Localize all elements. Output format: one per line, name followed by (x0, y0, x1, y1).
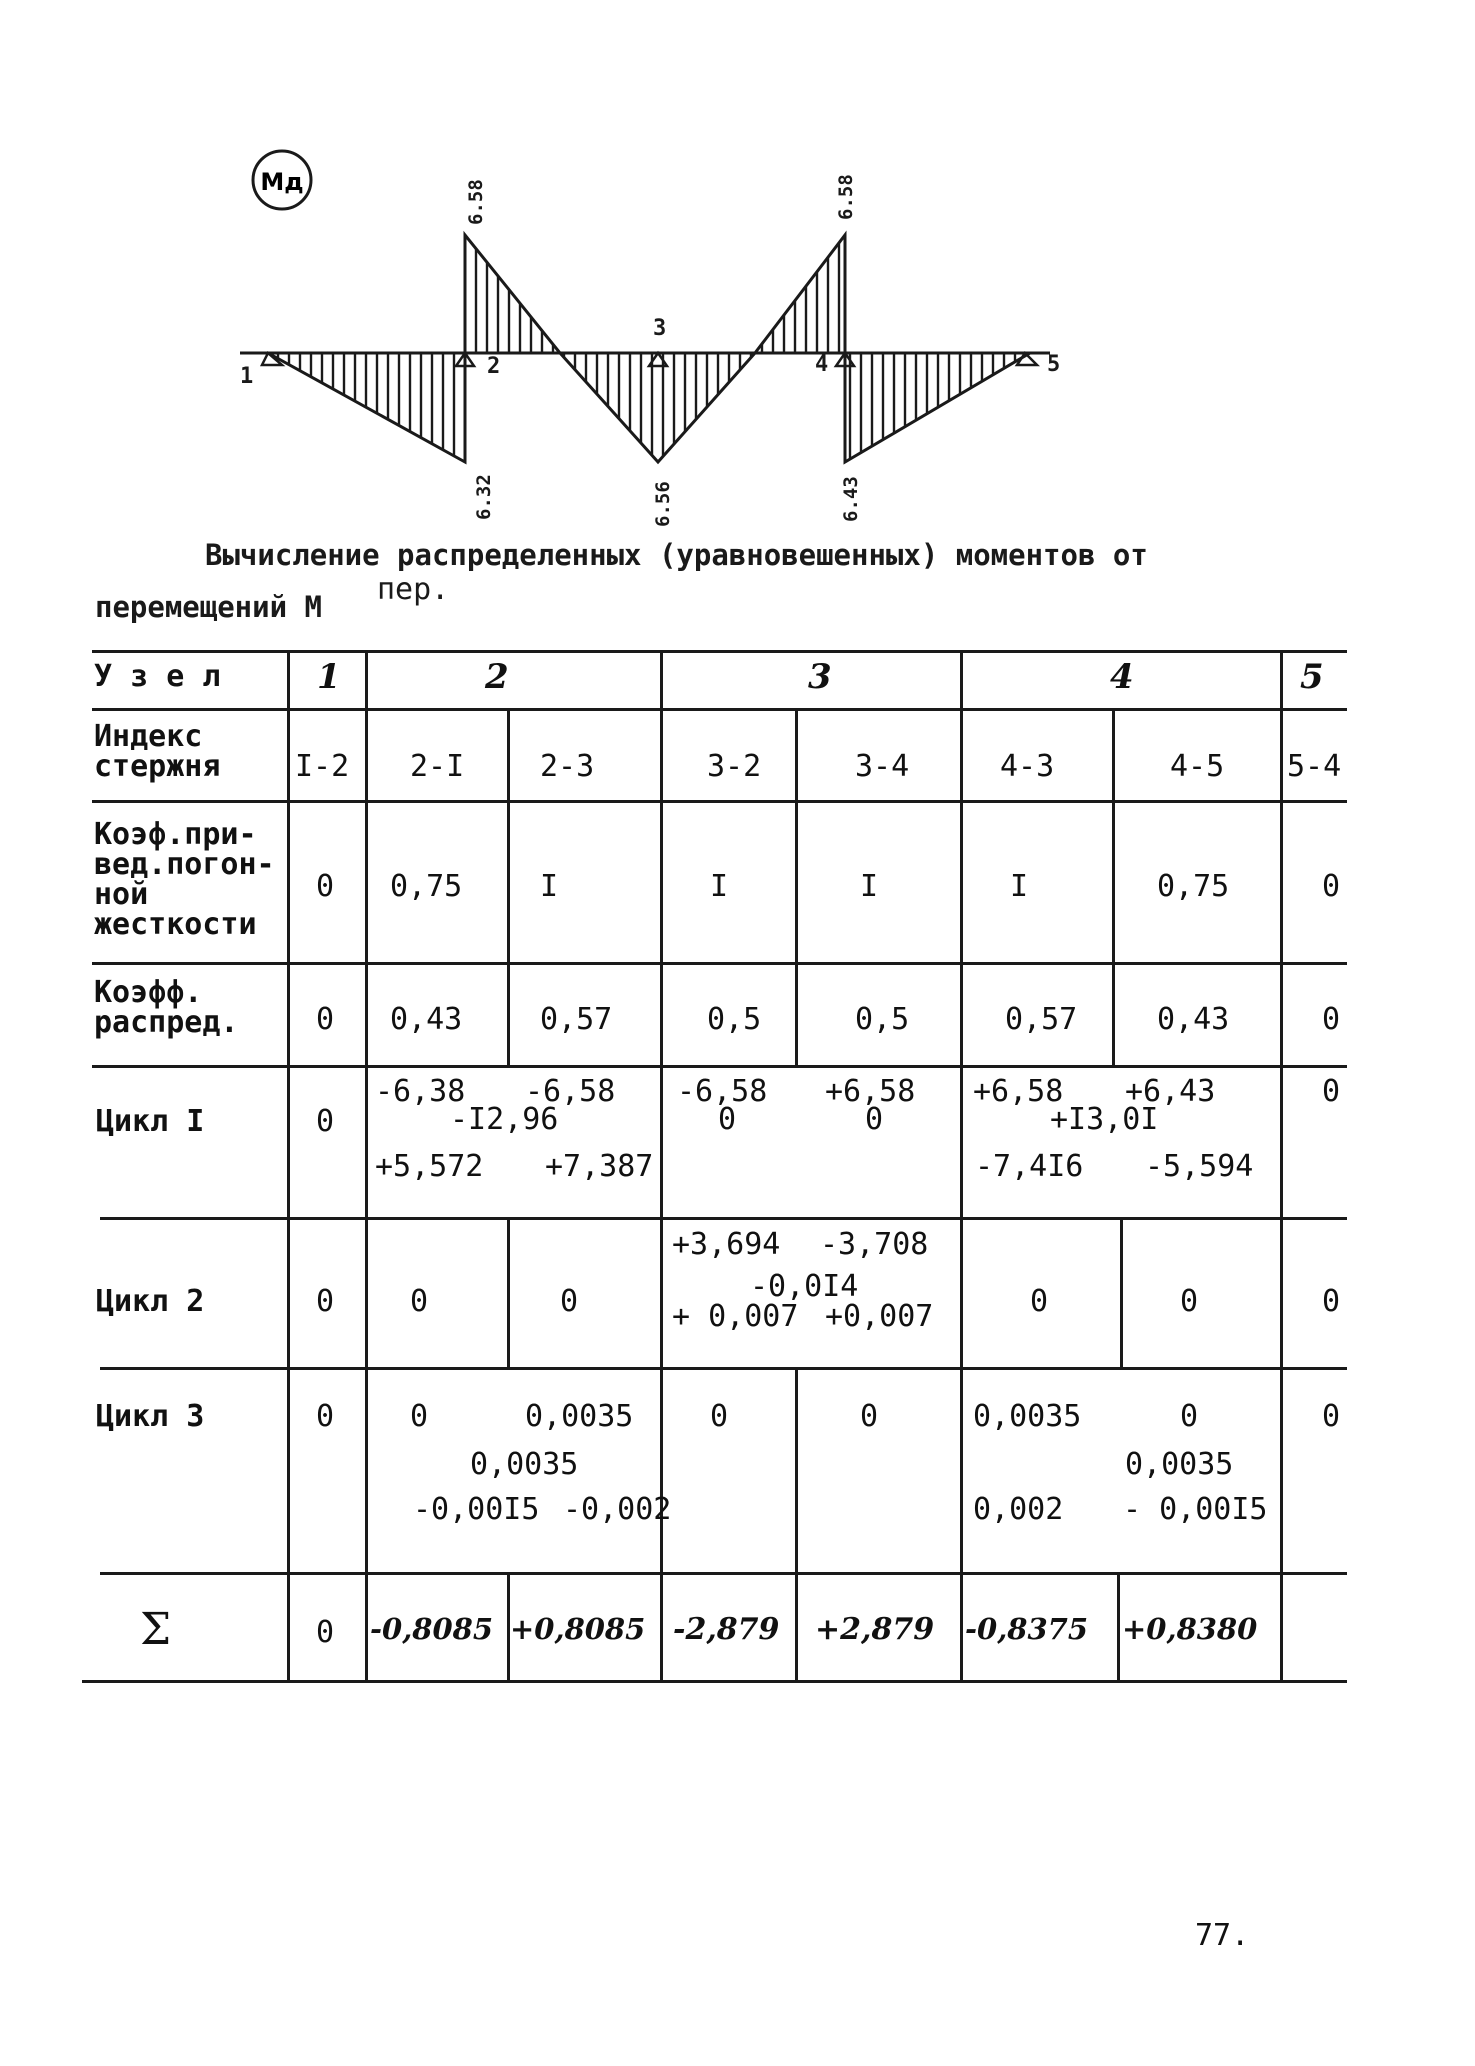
stiff-3-2: I (710, 869, 729, 904)
row-label-index-1: Индекс (94, 719, 203, 754)
cycle1-n2-d: +7,387 (545, 1149, 654, 1184)
value-top-2: 6.58 (465, 179, 487, 225)
cycle3-n4-b: 0 (1180, 1399, 1199, 1434)
index-2-3: 2-3 (540, 749, 595, 784)
cycle3-node5: 0 (1322, 1399, 1341, 1434)
row-label-index-2: стержня (94, 749, 221, 784)
row-label-cycle-2: Цикл 2 (96, 1284, 205, 1319)
distr-5-4: 0 (1322, 1002, 1341, 1037)
cycle2-n3-d: +0,007 (825, 1299, 934, 1334)
row-label-stiff-3: ной (94, 877, 149, 912)
sum-3-2: -2,879 (673, 1612, 780, 1647)
cycle2-2-1: 0 (410, 1284, 429, 1319)
cycle3-n4-sum: 0,0035 (1125, 1447, 1234, 1482)
value-bottom-2: 6.32 (473, 474, 495, 520)
row-label-stiff-4: жесткости (94, 907, 257, 942)
cycle3-n2-sum: 0,0035 (470, 1447, 579, 1482)
value-bottom-3: 6.56 (652, 481, 674, 527)
moment-diagram (0, 0, 1475, 560)
index-4-5: 4-5 (1170, 749, 1225, 784)
sum-4-3: -0,8375 (965, 1612, 1089, 1646)
moment-label: Mд (260, 168, 304, 196)
cycle1-n4-c: -7,4I6 (975, 1149, 1084, 1184)
node-5-label: 5 (1047, 352, 1061, 377)
cycle2-4-3: 0 (1030, 1284, 1049, 1319)
value-top-4: 6.58 (835, 174, 857, 220)
cycle3-n2-a: 0 (410, 1399, 429, 1434)
cycle1-n3-c: 0 (718, 1102, 737, 1137)
moment-label-circle (253, 151, 311, 209)
caption-subscript: пер. (377, 572, 450, 607)
row-label-cycle-1: Цикл I (96, 1104, 205, 1139)
cycle2-2-3: 0 (560, 1284, 579, 1319)
index-3-4: 3-4 (855, 749, 910, 784)
node-3-label: 3 (653, 316, 667, 341)
cycle1-n3-b: +6,58 (825, 1074, 916, 1109)
stiff-2-1: 0,75 (390, 869, 463, 904)
cycle3-n4-c: 0,002 (973, 1492, 1064, 1527)
row-label-sum: Σ (140, 1604, 172, 1655)
distr-4-5: 0,43 (1157, 1002, 1230, 1037)
caption-line-2: перемещений M (95, 590, 322, 624)
node-header-3: 3 (808, 657, 832, 697)
node-header-4: 4 (1110, 657, 1134, 697)
cycle1-n2-c: +5,572 (375, 1149, 484, 1184)
cycle1-n4-a: +6,58 (973, 1074, 1064, 1109)
distr-3-4: 0,5 (855, 1002, 910, 1037)
cycle2-node1: 0 (316, 1284, 335, 1319)
cycle1-n4-sum: +I3,0I (1050, 1102, 1159, 1137)
row-label-distr-1: Коэфф. (94, 975, 203, 1010)
cycle1-n2-b: -6,58 (525, 1074, 616, 1109)
cycle1-node1: 0 (316, 1104, 335, 1139)
distr-3-2: 0,5 (707, 1002, 762, 1037)
cycle3-n2-b: 0,0035 (525, 1399, 634, 1434)
cycle3-3-2: 0 (710, 1399, 729, 1434)
node-4-label: 4 (815, 352, 829, 377)
caption-line-1: Вычисление распределенных (уравновешенных) моментов от (205, 538, 1148, 572)
value-bottom-4: 6.43 (840, 476, 862, 522)
cycle2-n3-c: + 0,007 (672, 1299, 799, 1334)
moment-areas (268, 235, 1030, 462)
node-header-5: 5 (1300, 657, 1324, 697)
cycle1-n3-a: -6,58 (677, 1074, 768, 1109)
stiff-5-4: 0 (1322, 869, 1341, 904)
distr-1-2: 0 (316, 1002, 335, 1037)
node-1-label: 1 (240, 364, 254, 389)
row-label-stiff-2: вед.погон- (94, 847, 275, 882)
distr-2-1: 0,43 (390, 1002, 463, 1037)
cycle1-n4-d: -5,594 (1145, 1149, 1254, 1184)
cycle2-n3-b: -3,708 (820, 1227, 929, 1262)
index-2-1: 2-I (410, 749, 465, 784)
stiff-1-2: 0 (316, 869, 335, 904)
cycle1-n2-a: -6,38 (375, 1074, 466, 1109)
cycle3-n2-d: -0,002 (563, 1492, 672, 1527)
cycle3-n4-a: 0,0035 (973, 1399, 1082, 1434)
cycle2-node5: 0 (1322, 1284, 1341, 1319)
sum-4-5: +0,8380 (1122, 1612, 1258, 1646)
sum-1-2: 0 (316, 1615, 335, 1650)
row-label-node: У з е л (94, 659, 221, 694)
sum-2-3: +0,8085 (510, 1612, 646, 1646)
cycle1-n2-sum: -I2,96 (450, 1102, 559, 1137)
row-label-cycle-3: Цикл 3 (96, 1399, 205, 1434)
sum-3-4: +2,879 (815, 1612, 935, 1647)
distr-4-3: 0,57 (1005, 1002, 1078, 1037)
node-header-1: 1 (317, 657, 341, 697)
cycle1-n3-d: 0 (865, 1102, 884, 1137)
cycle3-n4-d: - 0,00I5 (1123, 1492, 1268, 1527)
sum-2-1: -0,8085 (370, 1612, 494, 1646)
stiff-4-3: I (1010, 869, 1029, 904)
cycle3-node1: 0 (316, 1399, 335, 1434)
cycle2-n3-sum: -0,0I4 (750, 1269, 859, 1304)
cycle1-n4-b: +6,43 (1125, 1074, 1216, 1109)
index-5-4: 5-4 (1287, 749, 1342, 784)
cycle1-node5: 0 (1322, 1074, 1341, 1109)
row-label-stiff-1: Коэф.при- (94, 817, 257, 852)
cycle2-n3-a: +3,694 (672, 1227, 781, 1262)
cycle3-3-4: 0 (860, 1399, 879, 1434)
row-label-distr-2: распред. (94, 1005, 239, 1040)
page-number: 77. (1195, 1918, 1250, 1953)
stiff-4-5: 0,75 (1157, 869, 1230, 904)
index-4-3: 4-3 (1000, 749, 1055, 784)
node-2-label: 2 (487, 354, 501, 379)
cycle3-n2-c: -0,00I5 (413, 1492, 540, 1527)
index-3-2: 3-2 (707, 749, 762, 784)
index-1-2: I-2 (295, 749, 350, 784)
cycle2-4-5: 0 (1180, 1284, 1199, 1319)
node-header-2: 2 (485, 657, 509, 697)
distr-2-3: 0,57 (540, 1002, 613, 1037)
stiff-3-4: I (860, 869, 879, 904)
stiff-2-3: I (540, 869, 559, 904)
